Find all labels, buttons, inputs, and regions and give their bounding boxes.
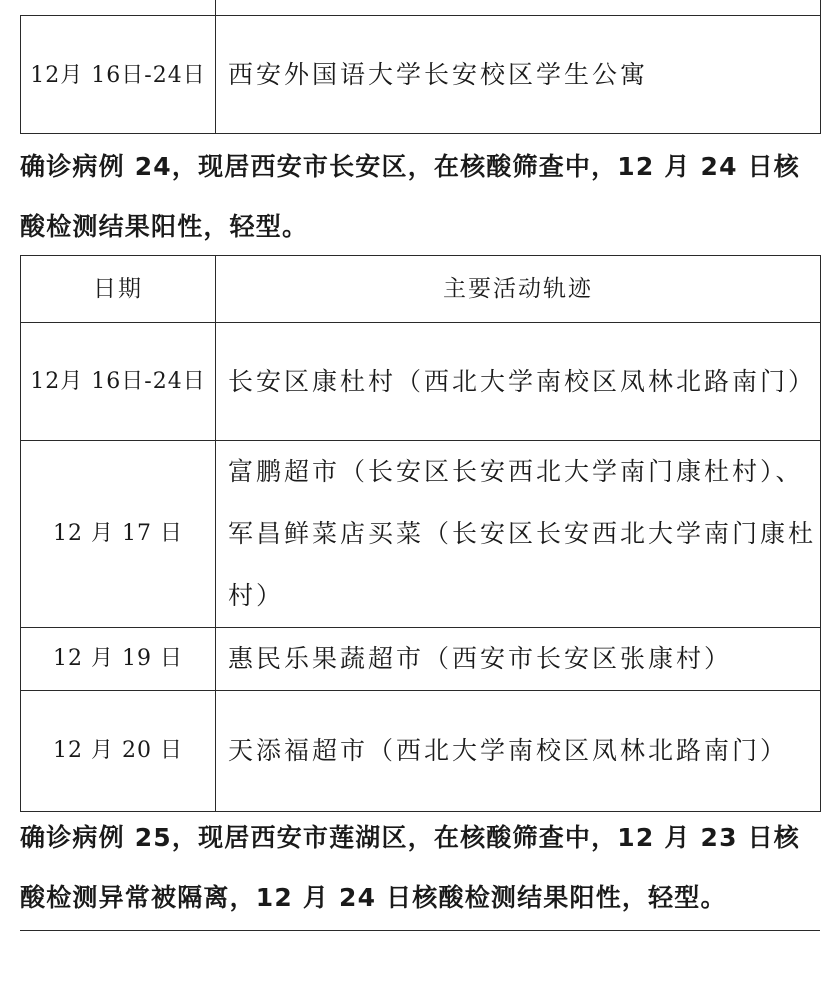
date-text: 12月 16日-24日 (30, 368, 206, 394)
activity-cell (216, 691, 821, 812)
table-row (21, 628, 821, 691)
header-date-cell (21, 256, 216, 323)
case-25-paragraph (20, 808, 823, 928)
header-activity-cell (216, 256, 821, 323)
activity-text: 西安外国语大学长安校区学生公寓 (228, 59, 649, 89)
activity-cell (216, 323, 821, 441)
case-24-paragraph (20, 137, 823, 257)
table-row (21, 323, 821, 441)
activity-text: 富鹏超市（长安区长安西北大学南门康杜村）、军昌鲜菜店买菜（长安区长安西北大学南门康杜村） (228, 457, 817, 610)
date-cell (21, 441, 216, 628)
date-text: 12 月 19 日 (53, 646, 183, 671)
table-row (21, 441, 821, 628)
date-cell (21, 16, 216, 134)
bottom-rule (20, 930, 820, 931)
activity-text: 长安区康杜村（西北大学南校区凤林北路南门） (228, 366, 817, 396)
table-row (21, 16, 821, 134)
table-top-divider (215, 0, 216, 16)
activity-cell (216, 628, 821, 691)
table-case-24 (20, 255, 821, 812)
activity-text: 惠民乐果蔬超市（西安市长安区张康村） (228, 644, 733, 673)
date-text: 12 月 20 日 (53, 738, 183, 763)
date-cell (21, 628, 216, 691)
date-cell (21, 323, 216, 441)
activity-cell (216, 16, 821, 134)
table-row (21, 691, 821, 812)
activity-cell (216, 441, 821, 628)
table-top (20, 15, 821, 134)
activity-text: 天添福超市（西北大学南校区凤林北路南门） (228, 736, 789, 765)
date-text: 12月 16日-24日 (30, 62, 206, 88)
case-24-text: 确诊病例 24，现居西安市长安区，在核酸筛查中，12 月 24 日核酸检测结果阳性，轻型。 (20, 152, 800, 241)
table-top-right-border (820, 0, 821, 16)
date-cell (21, 691, 216, 812)
header-activity-label: 主要活动轨迹 (443, 276, 593, 302)
case-25-text: 确诊病例 25，现居西安市莲湖区，在核酸筛查中，12 月 23 日核酸检测异常被隔离，12 月 24 日核酸检测结果阳性，轻型。 (20, 823, 800, 912)
header-date-label: 日期 (93, 276, 143, 302)
table-header-row (21, 256, 821, 323)
date-text: 12 月 17 日 (53, 521, 183, 546)
